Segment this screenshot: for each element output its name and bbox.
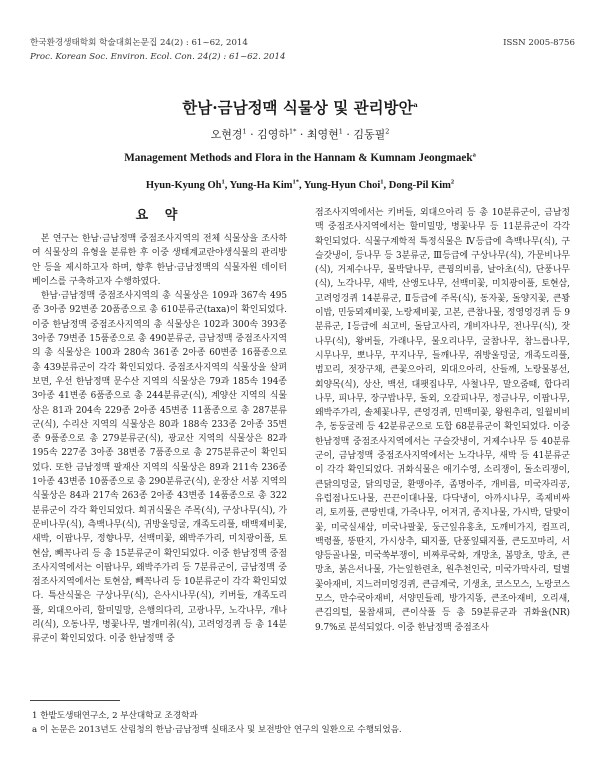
author-en-affiliation: 1 [221, 178, 225, 186]
author-en-affiliation: 1* [292, 178, 299, 186]
abstract-column-right [315, 206, 570, 635]
title-en-text: Management Methods and Flora in the Hannam & Kumnam Jeongmaek [124, 152, 473, 164]
author-list-ko [0, 126, 600, 142]
journal-title-en: Proc. Korean Soc. Environ. Ecol. Con. 24(2) : 61~62. 2014 [30, 52, 286, 62]
author-separator: , [299, 180, 304, 191]
body-paragraph: 한남·금남정맥 중점조사지역의 총 식물상은 109과 367속 495종 3아종 92변종 20품종으로 총 610분류군(taxa)이 확인되었다. 이중 한남정맥 중점조사지역의 총 식물상은 102과 300속 393종 3아종 79변종 15품종으로 총 490분류군, 금남정맥 중점조사지역의 총 식물상은 100과 280속 361종 2아종 60변종 16품종으로 총 439분류군이 각각 확인되었다. 중점조사지역의 식물상을 살펴보면, 우선 한남정맥 문수산 지역의 식물상은 79과 185속 194종 3아종 41변종 6품종으로 총 244분류군(식), 계양산 지역의 식물상은 81과 204속 229종 2아종 45변종 11품종으로 총 287분류군(식), 수리산 지역의 식물상은 80과 188속 233종 2아종 35변종 9품종으로 총 279분류군(식), 광교산 지역의 식물상은 82과 195속 227종 3아종 38변종 7품종으로 총 275분류군이 확인되었다. 또한 금남정맥 팔재산 지역의 식물상은 89과 211속 236종 1아종 43변종 10품종으로 총 290분류군(식), 운장산 서봉 지역의 식물상은 84과 217속 263종 2아종 43변종 14품종으로 총 322분류군이 각각 확인되었다. 희귀식물은 주목(식), 구상나무(식), 가문비나무(식), 측백나무(식), 귀방울덩굴, 개족도리풀, 태백제비꽃, 새박, 이팝나무, 정향나무, 선백미꽃, 왜박주가리, 미치광이풀, 토현삼, 빼꼭나리 등 총 15분류군이 확인되었다. 이중 한남정맥 중점조사지역에서는 이팝나무, 왜박주가리 등 7분류군이, 금남정맥 중점조사지역에서는 토현삼, 빼꼭나리 등 10분류군이 각각 확인되었다. 특산식물은 구상나무(식), 은사시나무(식), 키버들, 개족도리풀, 외대으아리, 할미밀망, 은행의다리, 고광나무, 노각나무, 개나리(식), 오동나무, 병꽃나무, 별개미취(식), 고려엉겅퀴 등 총 14분류군이 확인되었다. 이중 한남정맥 중 [32, 291, 287, 645]
author-en-name: Yung-Hyun Choi [303, 180, 381, 191]
abstract-column-left [32, 206, 287, 647]
footnote: 1 한밭도생태연구소, 2 부산대학교 조경학과 [32, 711, 198, 721]
author-en-name: Dong-Pil Kim [388, 180, 451, 191]
title-ko-sup: a [413, 100, 418, 109]
author-ko-name: 오현경 [210, 128, 243, 141]
title-ko-text: 한남·금남정맥 식물상 및 관리방안 [182, 98, 414, 117]
footnotes [32, 709, 577, 737]
author-ko-affiliation: 1 [242, 127, 247, 136]
author-en-affiliation: 1 [380, 178, 384, 186]
author-ko-name: 김동필 [353, 128, 386, 141]
paper-title-en [0, 152, 600, 164]
author-en-name: Yung-Ha Kim [229, 180, 293, 191]
footnote: a 이 논문은 2013년도 산림청의 한남·금남정맥 실태조사 및 보전방안 연구의 일환으로 수행되었음. [32, 725, 402, 735]
author-en-affiliation: 2 [450, 178, 455, 186]
journal-title-ko: 한국환경생태학회 학술대회논문집 24(2) : 61~62, 2014 [30, 38, 248, 48]
running-header [30, 36, 575, 64]
author-ko-name: 김영하 [257, 128, 289, 141]
abstract-heading: 요 약 [135, 208, 184, 223]
paper-title-ko [0, 96, 600, 118]
author-separator: · [296, 128, 307, 141]
title-en-sup: a [472, 151, 476, 159]
author-list-en [0, 180, 600, 191]
author-separator: , [383, 180, 389, 191]
issn: ISSN 2005-8756 [503, 38, 575, 48]
author-en-name: Hyun-Kyung Oh [145, 180, 222, 191]
body-paragraph: 본 연구는 한남·금남정맥 중점조사지역의 전체 식물상을 조사하여 식물상의 유형을 분류한 후 이중 생태계교란야생식물의 관리방안 등을 제시하고자 하며, 향후 한남·금남정맥의 식물자원 데이터베이스를 구축하고자 수행하였다. [32, 234, 287, 287]
author-separator: , [224, 180, 230, 191]
author-ko-affiliation: 2 [385, 127, 390, 136]
author-ko-affiliation: 1 [338, 127, 343, 136]
author-separator: · [246, 128, 258, 141]
body-paragraph: 점조사지역에서는 키버들, 외대으아리 등 총 10분류군이, 금남정맥 중점조사지역에서는 할미밀망, 병꽃나무 등 11분류군이 각각 확인되었다. 식물구계학적 특정식물은 Ⅳ등급에 측백나무(식), 구슬갓냉이, 등나무 등 3분류군, Ⅲ등급에 구상나무(식), 가문비나무(식), 거제수나무, 물박달나무, 큰꿩의비름, 날아초(식), 단풍나무(식), 노각나무, 새박, 산앵도나무, 선백미꽃, 미치광이풀, 토현삼, 고려엉겅퀴 14분류군, Ⅱ등급에 주목(식), 동자꽃, 돌양지꽃, 큰꽝이밥, 민둥뫼제비꽃, 노랑제비꽃, 고본, 큰참나물, 정영엉겅퀴 등 9분류군, Ⅰ등급에 쇠고비, 돌담고사리, 개비자나무, 전나무(식), 잣나무(식), 왕버들, 가래나무, 물오리나무, 굴참나무, 참느릅나무, 시무나무, 뽀나무, 꾸지나무, 들깨나무, 쥐방울덩굴, 개족도리풀, 범꼬리, 젓장구채, 큰꽃으아리, 외대으아리, 산들깨, 노랑물봉선, 회양목(식), 상산, 백선, 대팻집나무, 사철나무, 말오줌때, 합다리나무, 피나무, 장구밥나무, 돌외, 오갈피나무, 정금나무, 이팝나무, 왜박주가리, 솔체꽃나무, 큰엉겅퀴, 민백미꽃, 왕원추리, 일월비비추, 동둥굴레 등 42분류군으로 도합 68분류군이 확인되었다. 이중 한남정맥 중점조사지역에서는 구슬갓냉이, 거제수나무 등 40분류군이, 금남정맥 중점조사지역에서는 노각나무, 새박 등 41분류군이 각각 확인되었다. 귀화식물은 애기수영, 소리쟁이, 돌소리쟁이, 큰닭의덩굴, 닭의덩굴, 환맹아주, 좀명아주, 개비름, 미국자리공, 유럽점나도나물, 끈끈이대나물, 다닥냉이, 아까시나무, 족제비싸리, 토끼풀, 큰땅빈대, 가죽나무, 어저귀, 종지나물, 가시박, 달맞이꽃, 미국실새삼, 미국나팔꽃, 둥근잎유홍초, 도깨비가지, 컴프리, 백령풀, 뚱딴지, 가시상추, 돼지풀, 단풍잎돼지풀, 큰도꼬마리, 서양등골나물, 미국쑥부쟁이, 비짜루국화, 개망초, 봄망초, 망초, 큰망초, 붉은서나물, 가는잎한련초, 원추천인국, 미국가막사리, 털별꽃아재비, 지느러미엉겅퀴, 큰금계국, 기생초, 코스모스, 노랑코스모스, 만수국아재비, 서양민들레, 방가지똥, 큰조아재비, 오리새, 큰김의털, 물참새피, 큰이삭풀 등 총 59분류군과 귀화율(NR) 9.7%로 분석되었다. 이중 한남정맥 중점조사 [315, 208, 570, 633]
author-ko-affiliation: 1* [288, 127, 297, 136]
author-ko-name: 최영현 [306, 128, 339, 141]
author-separator: · [342, 128, 354, 141]
footnote-rule [30, 700, 120, 701]
